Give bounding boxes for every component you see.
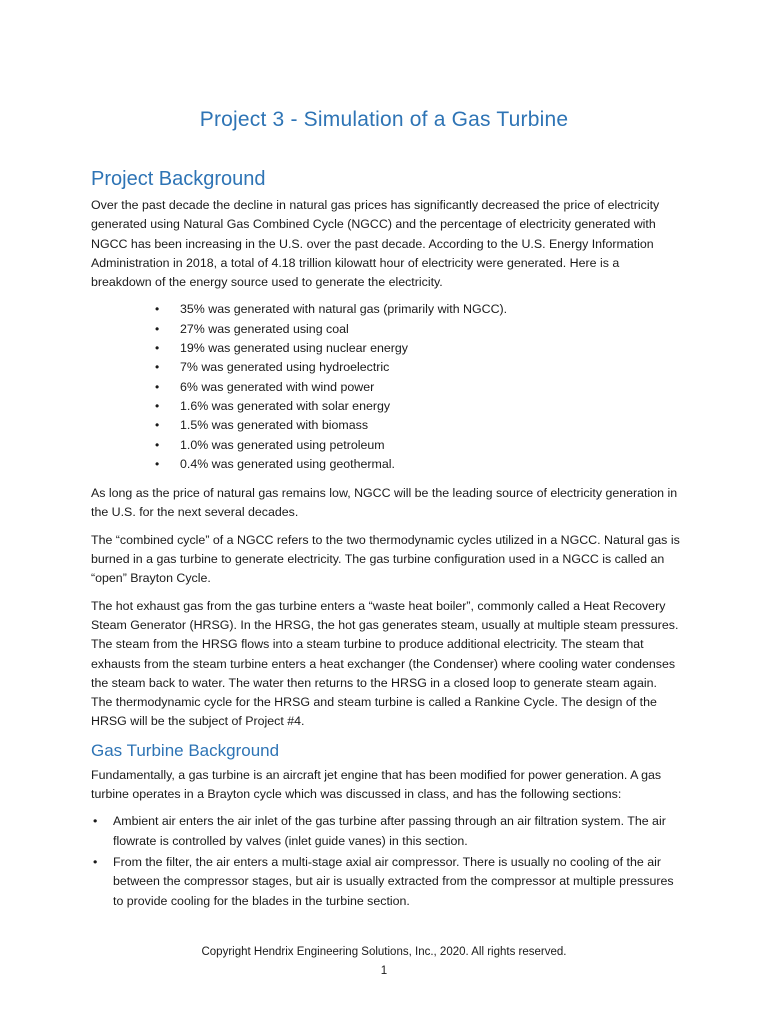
- document-title: Project 3 - Simulation of a Gas Turbine: [199, 108, 569, 131]
- intro-paragraph: Over the past decade the decline in natural gas prices has significantly decreased the price of electricity generated using Natural Gas Combined Cycle (NGCC) and the percentage of electricity generated with NGCC has been increasing in the U.S. over the past decade. According to the U.S. Energy Information Administration in 2018, a total of 4.18 trillion kilowatt hour of electricity were generated. Here is a breakdown of the energy source used to generate the electricity.: [91, 198, 660, 290]
- page-footer: [0, 943, 768, 981]
- section-heading-project-background: Project Background: [91, 168, 266, 190]
- list-item: • 1.0% was generated using petroleum: [155, 436, 681, 455]
- page-number: 1: [380, 965, 388, 977]
- section-heading-gas-turbine-background: Gas Turbine Background: [91, 740, 280, 760]
- list-item: • Ambient air enters the air inlet of the gas turbine after passing through an air filtration system. The air flowrate is controlled by valves (inlet guide vanes) in this section.: [91, 812, 681, 851]
- list-item: • 7% was generated using hydroelectric: [155, 358, 681, 377]
- list-item: • 35% was generated with natural gas (primarily with NGCC).: [155, 300, 681, 319]
- list-item: • 1.6% was generated with solar energy: [155, 397, 681, 416]
- list-item: • 6% was generated with wind power: [155, 378, 681, 397]
- list-item: • 19% was generated using nuclear energy: [155, 339, 681, 358]
- list-item: • 27% was generated using coal: [155, 320, 681, 339]
- paragraph-hrsg: The hot exhaust gas from the gas turbine enters a “waste heat boiler”, commonly called a Heat Recovery Steam Generator (HRSG). In the HRSG, the hot gas generates steam, usually at multiple steam pressures. The steam from the HRSG flows into a steam turbine to produce additional electricity. The steam that exhausts from the steam turbine enters a heat exchanger (the Condenser) where cooling water condenses the steam back to water. The water then returns to the HRSG in a closed loop to generate steam again. The thermodynamic cycle for the HRSG and steam turbine is called a Rankine Cycle. The design of the HRSG will be the subject of Project #4.: [91, 598, 679, 729]
- energy-source-list: [91, 300, 681, 474]
- copyright-notice: Copyright Hendrix Engineering Solutions, Inc., 2020. All rights reserved.: [201, 946, 567, 958]
- gas-turbine-section-list: [91, 812, 681, 910]
- paragraph-gas-turbine: Fundamentally, a gas turbine is an aircraft jet engine that has been modified for power generation. A gas turbine operates in a Brayton cycle which was discussed in class, and has the following sections:: [91, 767, 662, 802]
- paragraph-combined-cycle: The “combined cycle” of a NGCC refers to the two thermodynamic cycles utilized in a NGCC. Natural gas is burned in a gas turbine to generate electricity. The gas turbine configuration used in a NGCC is called an “open” Brayton Cycle.: [91, 532, 680, 586]
- list-item: • 1.5% was generated with biomass: [155, 416, 681, 435]
- list-item: • 0.4% was generated using geothermal.: [155, 455, 681, 474]
- paragraph-ngcc-outlook: As long as the price of natural gas remains low, NGCC will be the leading source of electricity generation in the U.S. for the next several decades.: [91, 486, 678, 520]
- document-body: [91, 196, 681, 913]
- list-item: • From the filter, the air enters a multi-stage axial air compressor. There is usually no cooling of the air between the compressor stages, but air is usually extracted from the compressor at multiple pressures to provide cooling for the blades in the turbine section.: [91, 853, 681, 911]
